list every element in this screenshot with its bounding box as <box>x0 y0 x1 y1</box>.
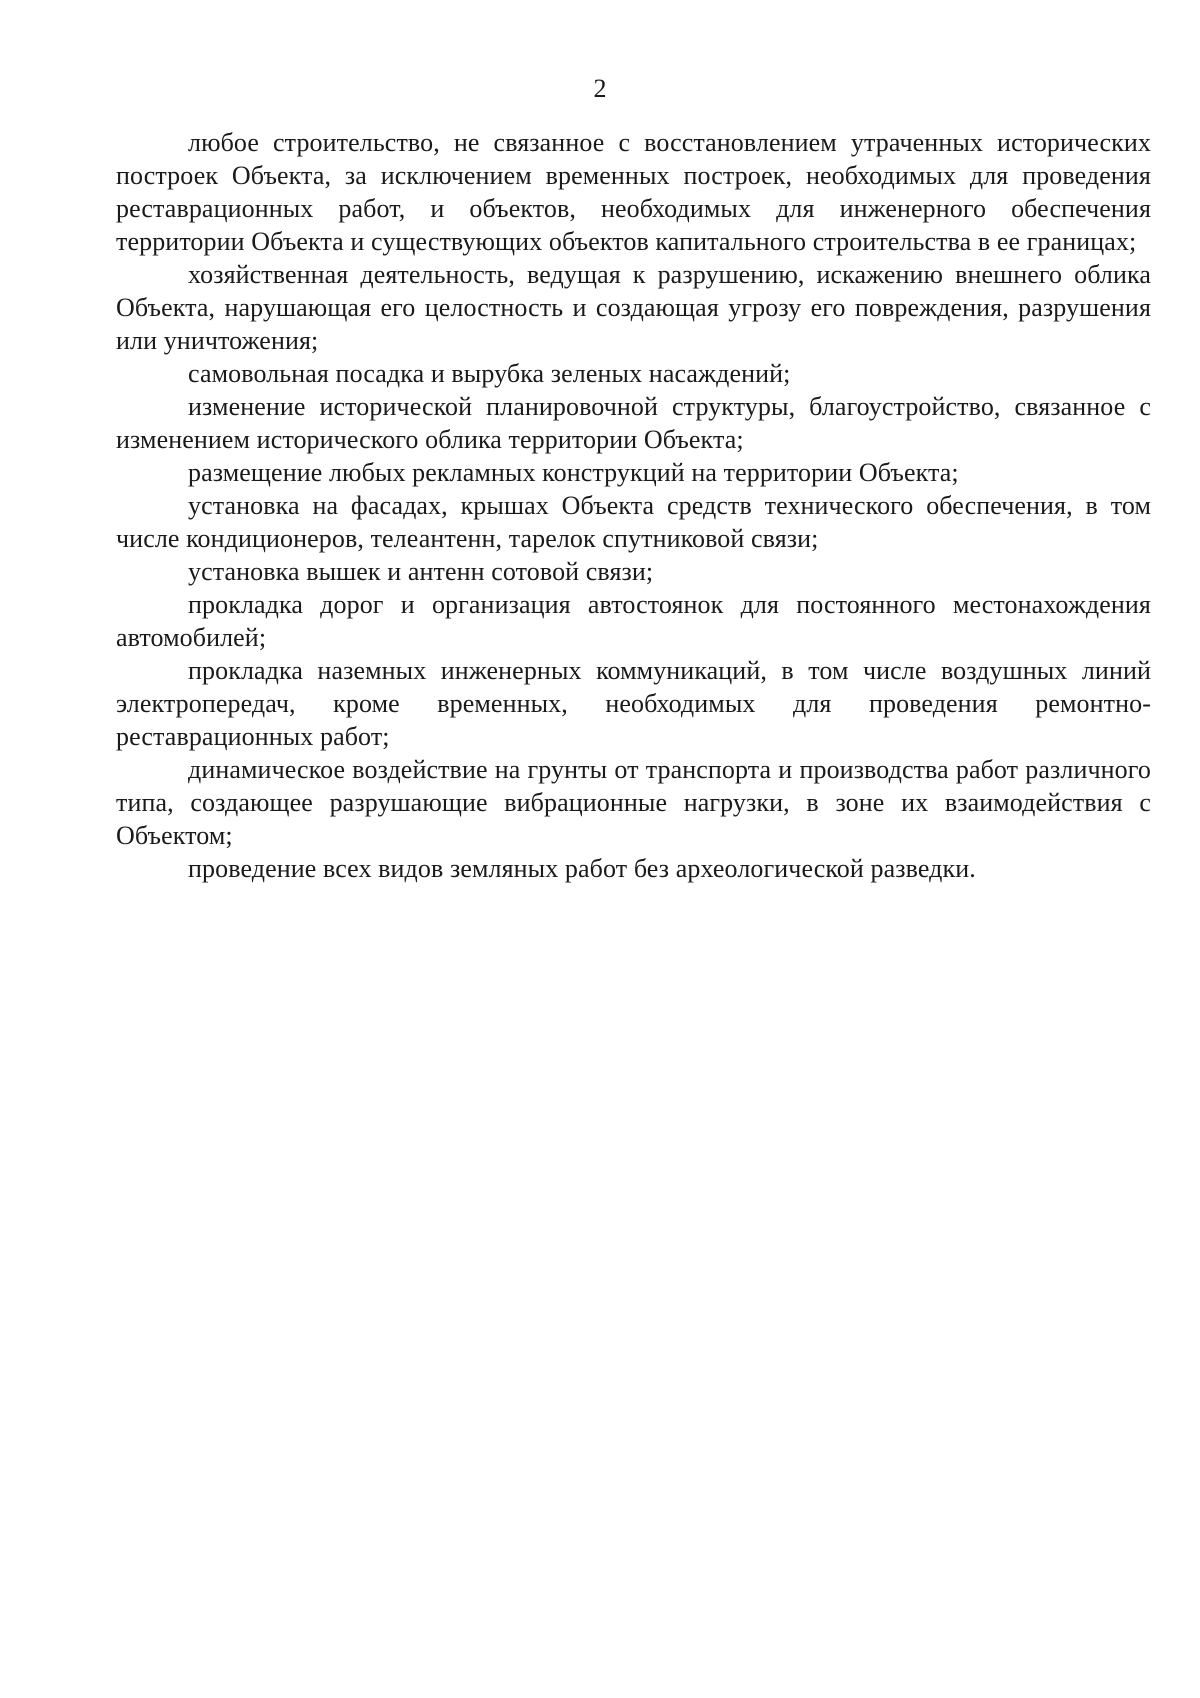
paragraph: прокладка дорог и организация автостоянок для постоянного местонахождения автомобилей; <box>116 590 1151 652</box>
paragraph: размещение любых рекламных конструкций на территории Объекта; <box>188 458 959 487</box>
paragraph: установка вышек и антенн сотовой связи; <box>188 557 654 586</box>
paragraph: хозяйственная деятельность, ведущая к разрушению, искажению внешнего облика Объекта, нарушающая его целостность и создающая угрозу его повреждения, разрушения или уничтожения; <box>116 260 1151 355</box>
paragraph: прокладка наземных инженерных коммуникаций, в том числе воздушных линий электропередач, кроме временных, необходимых для проведения ремонтно-реставрационных работ; <box>116 656 1151 751</box>
page-number: 2 <box>593 74 607 103</box>
paragraph: динамическое воздействие на грунты от транспорта и производства работ различного типа, создающее разрушающие вибрационные нагрузки, в зоне их взаимодействия с Объектом; <box>116 755 1151 850</box>
paragraph: любое строительство, не связанное с восстановлением утраченных исторических построек Объекта, за исключением временных построек, необходимых для проведения реставрационных работ, и объектов, необходимых для инженерного обеспечения территории Объекта и существующих объектов капитального строительства в ее границах; <box>116 128 1151 256</box>
paragraph: изменение исторической планировочной структуры, благоустройство, связанное с изменением исторического облика территории Объекта; <box>116 392 1151 454</box>
paragraph: установка на фасадах, крышах Объекта средств технического обеспечения, в том числе кондиционеров, телеантенн, тарелок спутниковой связи; <box>116 491 1151 553</box>
paragraph: самовольная посадка и вырубка зеленых насаждений; <box>188 359 791 388</box>
paragraph: проведение всех видов земляных работ без археологической разведки. <box>188 854 976 883</box>
document-body <box>116 126 1151 885</box>
